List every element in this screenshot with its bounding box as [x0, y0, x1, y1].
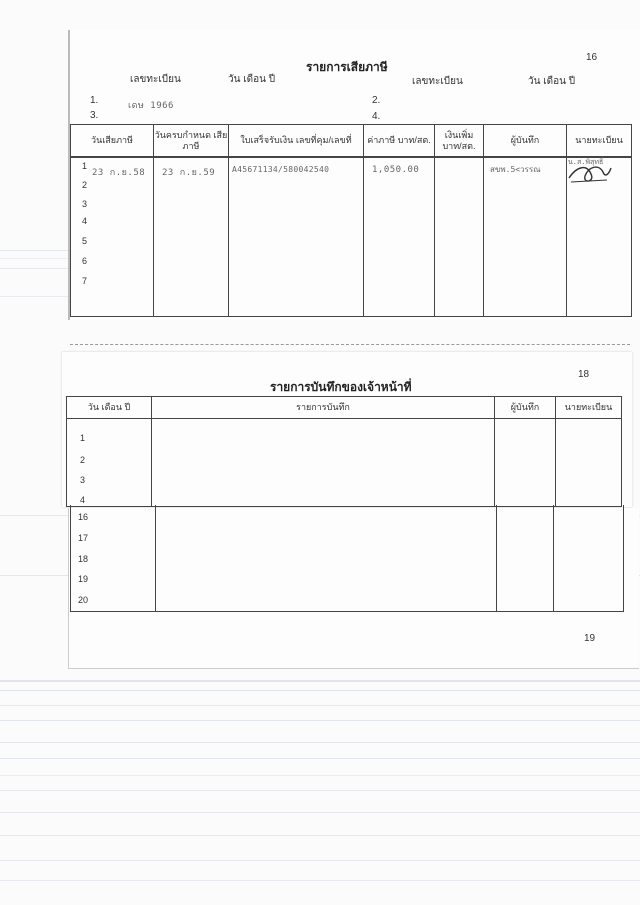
row-number: 1	[82, 161, 88, 171]
col-receipt: ใบเสร็จรับเงิน เลขที่คุม/เลขที่	[229, 125, 364, 157]
officer-page-number: 18	[578, 369, 590, 380]
registrar-value: น.ส.พิสุทธิ์	[568, 158, 604, 166]
row-number: 16	[78, 512, 89, 522]
registrar-cell	[554, 505, 624, 611]
col-registrar: นายทะเบียน	[567, 125, 632, 157]
col-officer-recorder: ผู้บันทึก	[495, 397, 556, 419]
sheet-edge-dots	[70, 344, 630, 345]
plate-num: 1.	[90, 95, 99, 106]
reg-header-left: เลขทะเบียน	[130, 74, 181, 85]
tax-section-title: รายการเสียภาษี	[306, 60, 388, 74]
pay-date-value: 23 ก.ย.58	[92, 168, 146, 178]
recorder-cell	[484, 157, 567, 317]
col-due-date: วันครบกำหนด เสียภาษี	[154, 125, 229, 157]
plate-value: เดษ 1966	[128, 101, 174, 111]
signature	[565, 158, 615, 188]
lower-table	[70, 505, 624, 612]
col-recorder: ผู้บันทึก	[484, 125, 567, 157]
row-number: 3	[80, 475, 86, 485]
date-header-left: วัน เดือน ปี	[228, 74, 276, 85]
col-officer-registrar: นายทะเบียน	[556, 397, 622, 419]
lower-page-number: 19	[584, 633, 596, 644]
reg-header-right: เลขทะเบียน	[412, 76, 463, 87]
row-number: 17	[78, 533, 89, 543]
officer-table	[66, 396, 622, 507]
row-number: 20	[78, 595, 89, 605]
row-number: 18	[78, 554, 89, 564]
date-header-right: วัน เดือน ปี	[528, 76, 576, 87]
header-rule	[70, 156, 632, 158]
registrar-cell	[556, 419, 622, 507]
entry-cell	[152, 419, 495, 507]
receipt-cell	[229, 157, 364, 317]
page-number: 16	[586, 52, 598, 63]
row-number: 19	[78, 574, 89, 584]
officer-section-title: รายการบันทึกของเจ้าหน้าที่	[270, 380, 412, 394]
recorder-cell	[495, 419, 556, 507]
entry-cell	[156, 505, 497, 611]
col-tax: ค่าภาษี บาท/สต.	[364, 125, 435, 157]
tax-cell	[364, 157, 435, 317]
col-surcharge: เงินเพิ่ม บาท/สต.	[435, 125, 484, 157]
row-number: 4	[80, 495, 86, 505]
recorder-value: สขพ.5<วรรณ	[490, 165, 541, 174]
row-number: 1	[80, 433, 86, 443]
plate-num: 3.	[90, 110, 99, 121]
plate-num: 4.	[372, 111, 381, 122]
tax-value: 1,050.00	[372, 165, 420, 175]
row-number: 5	[82, 236, 88, 246]
surcharge-cell	[435, 157, 484, 317]
row-number: 6	[82, 256, 88, 266]
row-number: 4	[82, 216, 88, 226]
tax-table	[70, 124, 632, 317]
row-number: 7	[82, 276, 88, 286]
recorder-cell	[497, 505, 554, 611]
col-entry: รายการบันทึก	[152, 397, 495, 419]
receipt-value: A45671134/580042540	[232, 165, 330, 174]
plate-num: 2.	[372, 95, 381, 106]
row-number: 2	[82, 180, 88, 190]
row-number: 3	[82, 199, 88, 209]
col-pay-date: วันเสียภาษี	[71, 125, 154, 157]
due-date-cell	[154, 157, 229, 317]
row-number: 2	[80, 455, 86, 465]
due-date-value: 23 ก.ย.59	[162, 168, 216, 178]
col-date: วัน เดือน ปี	[67, 397, 152, 419]
